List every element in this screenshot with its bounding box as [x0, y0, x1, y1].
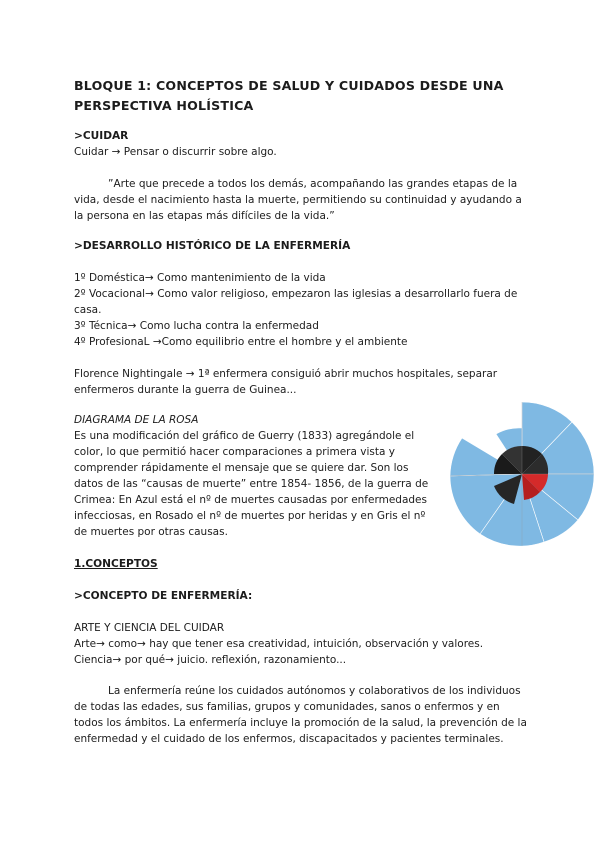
document-title: BLOQUE 1: CONCEPTOS DE SALUD Y CUIDADOS DESDE UNA PERSPECTIVA HOLÍSTICA	[74, 78, 504, 113]
rosa-paragraph: Es una modificación del gráfico de Guerry (1833) agregándole el color, lo que permitió hacer comparaciones a primera vista y comprender rápidamente el mensaje que se quiere dar. Son los datos de las “causas de muerte” entre 1854- 1856, de la guerra de Crimea: En Azul está el nº de muertes causadas por enfermedades infecciosas, en Rosado el nº de muertes por heridas y en Gris el nº de muertes por otras causas.	[74, 430, 429, 538]
desarrollo-heading: >DESARROLLO HISTÓRICO DE LA ENFERMERÍA	[74, 240, 351, 252]
cuidar-heading: >CUIDAR	[74, 130, 129, 142]
ciencia-line: Ciencia→ por qué→ juicio. reflexión, razonamiento...	[74, 654, 347, 666]
desarrollo-item-1: 1º Doméstica→ Como mantenimiento de la vida	[74, 272, 326, 284]
enfermeria-definition: La enfermería reúne los cuidados autónomos y colaborativos de los individuos de todas las edades, sus familias, grupos y comunidades, sanos o enfermos y en todos los ámbitos. La enfermería incluye la promoción de la salud, la prevención de la enfermedad y el cuidado de los enfermos, discapacitados y pacientes terminales.	[74, 685, 527, 745]
rosa-heading: DIAGRAMA DE LA ROSA	[74, 414, 199, 426]
desarrollo-item-2: 2º Vocacional→ Como valor religioso, empezaron las iglesias a desarrollarlo fuera de casa.	[74, 288, 518, 316]
cuidar-definition: Cuidar → Pensar o discurrir sobre algo.	[74, 146, 277, 158]
arte-ciencia-heading: ARTE Y CIENCIA DEL CUIDAR	[74, 622, 225, 634]
desarrollo-item-4: 4º ProfesionaL →Como equilibrio entre el hombre y el ambiente	[74, 336, 408, 348]
arte-line: Arte→ como→ hay que tener esa creatividad, intuición, observación y valores.	[74, 638, 484, 650]
conceptos-heading: 1.CONCEPTOS	[74, 558, 158, 570]
concepto-enfermeria-heading: >CONCEPTO DE ENFERMERÍA:	[74, 590, 253, 602]
rose-diagram	[444, 394, 600, 580]
cuidar-quote: ”Arte que precede a todos los demás, acompañando las grandes etapas de la vida, desde el nacimiento hasta la muerte, permitiendo su continuidad y ayudando a la persona en las etapas más difíciles de la vida.”	[74, 178, 522, 222]
nightingale-paragraph: Florence Nightingale → 1ª enfermera consiguió abrir muchos hospitales, separar enfermeros durante la guerra de Guinea...	[74, 368, 498, 396]
desarrollo-item-3: 3º Técnica→ Como lucha contra la enfermedad	[74, 320, 319, 332]
